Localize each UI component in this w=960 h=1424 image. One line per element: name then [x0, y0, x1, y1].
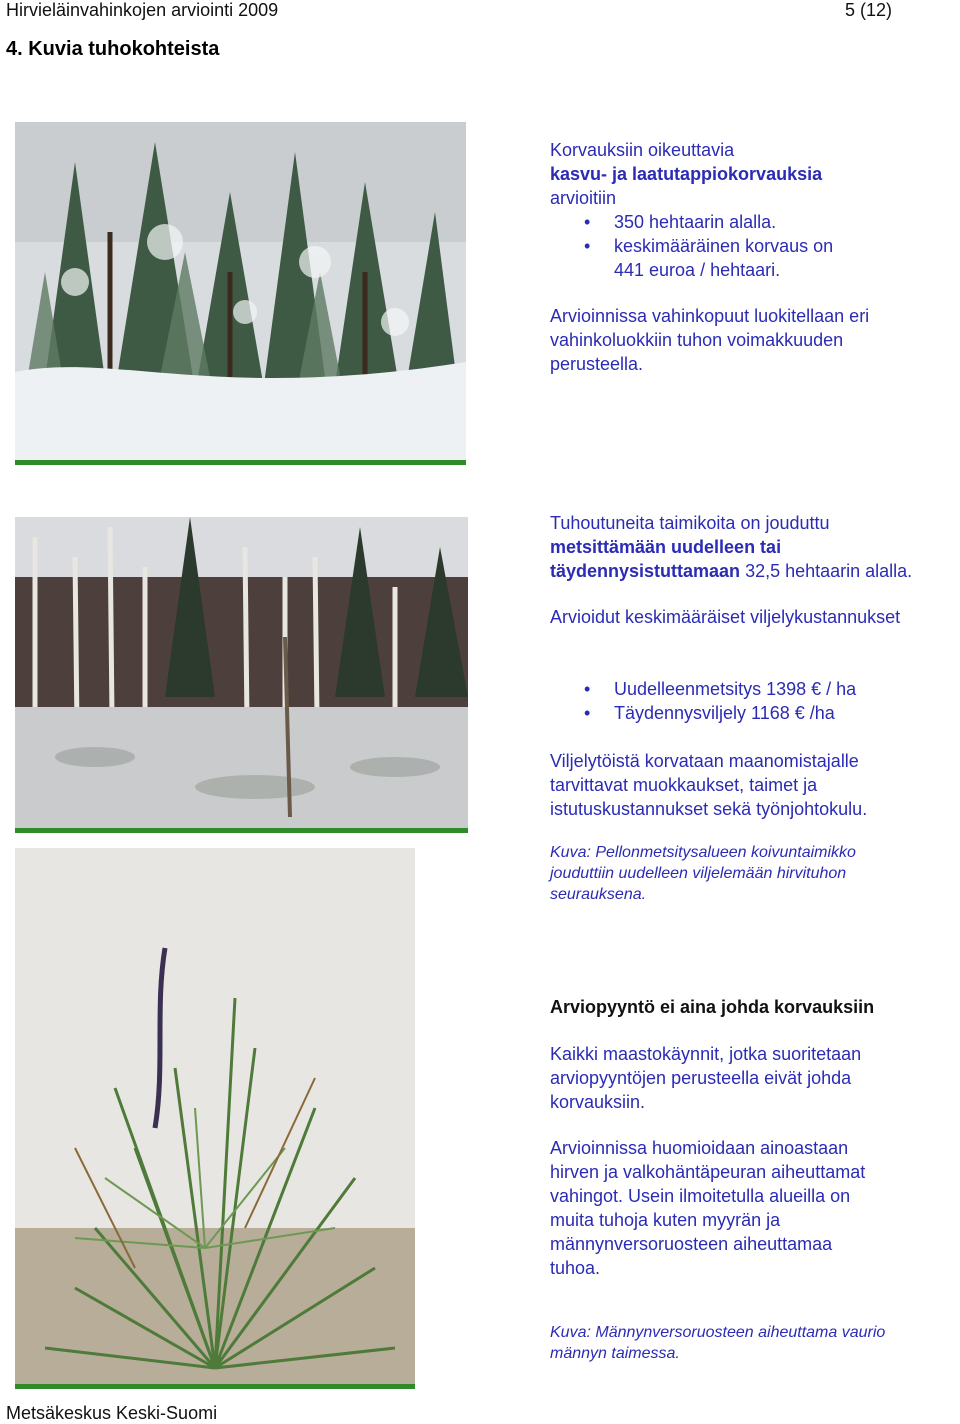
cost-item: • Uudelleenmetsitys 1398 € / ha: [550, 677, 960, 701]
bullet-item: • keskimääräinen korvaus on: [550, 234, 950, 258]
summary-line: Korvauksiin oikeuttavia: [550, 140, 735, 160]
paragraph-line: arviopyyntöjen perusteella eivät johda: [550, 1068, 852, 1088]
summary-bold: kasvu- ja laatutappiokorvauksia: [550, 164, 823, 184]
paragraph-line: istutuskustannukset sekä työnjohtokulu.: [550, 799, 868, 819]
costs-heading: Arvioidut keskimääräiset viljelykustannukset: [550, 607, 901, 627]
caption-line: seurauksena.: [550, 886, 647, 903]
summary-bold: täydennysistuttamaan: [550, 561, 741, 581]
bullet-item: • 350 hehtaarin alalla.: [550, 210, 950, 234]
photo-underline: [15, 828, 468, 833]
cost-item: • Täydennysviljely 1168 € /ha: [550, 701, 960, 725]
classification-paragraph: [550, 304, 950, 376]
summary-line: Tuhoutuneita taimikoita on jouduttu: [550, 513, 830, 533]
document-footer: Metsäkeskus Keski-Suomi: [6, 1403, 218, 1423]
caption-line: männyn taimessa.: [550, 1345, 680, 1362]
paragraph-line: muita tuhoja kuten myyrän ja: [550, 1210, 781, 1230]
request-heading-text: Arviopyyntö ei aina johda korvauksiin: [550, 997, 875, 1017]
paragraph-line: tarvittavat muokkaukset, taimet ja: [550, 775, 818, 795]
caption-line: Kuva: Männynversoruosteen aiheuttama vaurio: [550, 1324, 886, 1341]
paragraph-line: vahingot. Usein ilmoitetulla alueilla on: [550, 1186, 851, 1206]
document-header-title: Hirvieläinvahinkojen arviointi 2009: [6, 0, 279, 20]
photo-caption: [550, 842, 960, 905]
paragraph-line: Kaikki maastokäynnit, jotka suoritetaan: [550, 1044, 862, 1064]
field-visits-paragraph: [550, 1042, 960, 1114]
photo-underline: [15, 1384, 415, 1389]
caption-line: jouduttiin uudelleen viljelemään hirvituhon: [550, 865, 847, 882]
photo-caption: [550, 1322, 960, 1364]
paragraph-line: korvauksiin.: [550, 1092, 646, 1112]
paragraph-line: Arvioinnissa vahinkopuut luokitellaan eri: [550, 306, 870, 326]
costs-list: [550, 677, 960, 725]
paragraph-line: männynversoruosteen aiheuttamaa: [550, 1234, 833, 1254]
reforestation-summary: [550, 511, 960, 583]
paragraph-line: perusteella.: [550, 354, 644, 374]
page-number: 5 (12): [845, 0, 893, 20]
scope-paragraph: [550, 1136, 960, 1280]
section-heading: 4. Kuvia tuhokohteista: [6, 38, 220, 60]
compensation-summary: [550, 138, 950, 282]
paragraph-line: hirven ja valkohäntäpeuran aiheuttamat: [550, 1162, 866, 1182]
photo-snowy-pine-forest: [15, 122, 466, 460]
photo-birch-stand: [15, 517, 468, 828]
request-heading: [550, 995, 960, 1019]
paragraph-line: vahinkoluokkiin tuhon voimakkuuden: [550, 330, 844, 350]
paragraph-line: Viljelytöistä korvataan maanomistajalle: [550, 751, 859, 771]
costs-paragraph: [550, 749, 960, 821]
caption-line: Kuva: Pellonmetsitysalueen koivuntaimikko: [550, 844, 856, 861]
summary-tail: 32,5 hehtaarin alalla.: [740, 561, 913, 581]
paragraph-line: Arvioinnissa huomioidaan ainoastaan: [550, 1138, 849, 1158]
photo-pine-seedling: [15, 848, 415, 1384]
photo-underline: [15, 460, 466, 465]
bullet-continuation: 441 euroa / hehtaari.: [614, 260, 781, 280]
paragraph-line: tuhoa.: [550, 1258, 601, 1278]
summary-line: arvioitiin: [550, 188, 617, 208]
summary-bold: metsittämään uudelleen tai: [550, 537, 782, 557]
